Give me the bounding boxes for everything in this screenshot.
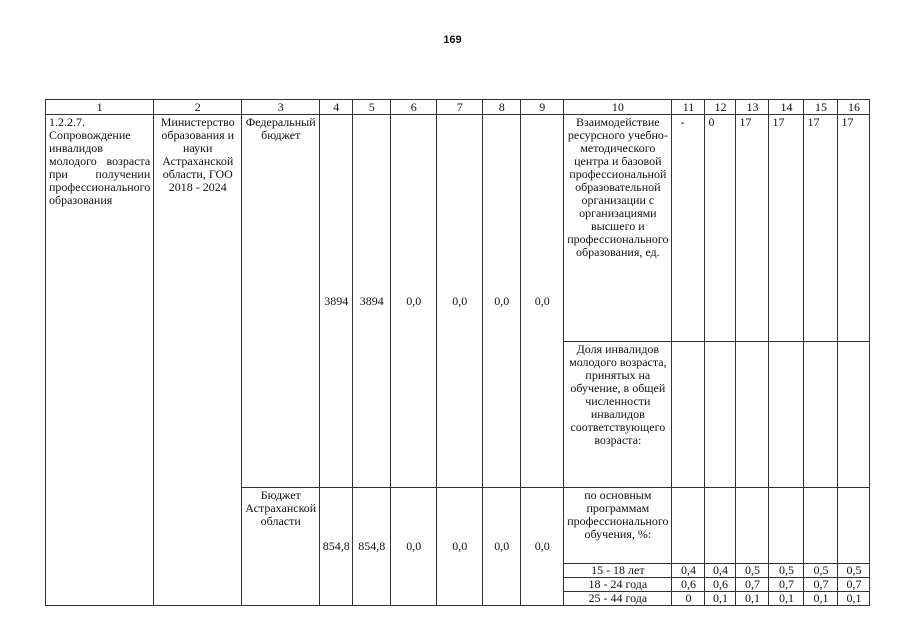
value-cell: 0,0 [483, 488, 521, 606]
header-cell: 2 [154, 100, 242, 115]
indicator-cell: Доля инвалидов молодого возраста, принятых на обучение, в общей численности инвалидов соответствующего возраста: [564, 342, 672, 488]
indicator-value: 0,7 [838, 578, 870, 592]
indicator-value: 0,1 [769, 592, 804, 606]
header-cell: 1 [46, 100, 154, 115]
indicator-value: 0,7 [736, 578, 769, 592]
indicator-value: 0,4 [672, 564, 705, 578]
program-table [45, 99, 870, 606]
value-cell: 0,0 [437, 488, 483, 606]
header-cell: 12 [705, 100, 736, 115]
indicator-value: 0,7 [769, 578, 804, 592]
indicator-value: 0,5 [838, 564, 870, 578]
indicator-value [672, 342, 705, 488]
indicator-value: 0,5 [769, 564, 804, 578]
header-cell: 4 [320, 100, 353, 115]
indicator-value [838, 488, 870, 564]
header-cell: 3 [242, 100, 320, 115]
indicator-cell: по основным программам профессионального обучения, %: [564, 488, 672, 564]
funding-source-cell: Бюджет Астраханской области [242, 488, 320, 606]
indicator-value: 0,6 [672, 578, 705, 592]
measure-cell: 1.2.2.7. Сопровождение инвалидов молодого возраста при получении профессионального образования [46, 115, 154, 606]
indicator-value: - [672, 115, 705, 342]
indicator-value [838, 342, 870, 488]
indicator-value: 0 [672, 592, 705, 606]
page-number: 169 [443, 34, 462, 46]
age-label: 25 - 44 года [564, 592, 672, 606]
age-label: 18 - 24 года [564, 578, 672, 592]
funding-source-cell: Федеральный бюджет [242, 115, 320, 488]
value-cell: 854,8 [320, 488, 353, 606]
indicator-value [804, 342, 838, 488]
table-row [46, 115, 870, 342]
indicator-value: 0,4 [705, 564, 736, 578]
indicator-value: 0,5 [804, 564, 838, 578]
value-cell: 0,0 [483, 115, 521, 488]
header-cell: 10 [564, 100, 672, 115]
value-cell: 0,0 [521, 488, 564, 606]
indicator-value: 17 [838, 115, 870, 342]
value-cell: 854,8 [353, 488, 391, 606]
indicator-value [769, 488, 804, 564]
indicator-value: 0,6 [705, 578, 736, 592]
indicator-cell: Взаимодействие ресурсного учебно-методического центра и базовой профессиональной образовательной организации с организациями высшего и профессионального образования, ед. [564, 115, 672, 342]
header-cell: 7 [437, 100, 483, 115]
indicator-value: 0,7 [804, 578, 838, 592]
indicator-value: 17 [769, 115, 804, 342]
indicator-value: 0,5 [736, 564, 769, 578]
header-row [46, 100, 870, 115]
header-cell: 9 [521, 100, 564, 115]
indicator-value [769, 342, 804, 488]
header-cell: 15 [804, 100, 838, 115]
indicator-value: 0,1 [736, 592, 769, 606]
indicator-value: 0,1 [838, 592, 870, 606]
header-cell: 5 [353, 100, 391, 115]
header-cell: 6 [391, 100, 437, 115]
executor-cell: Министерство образования и науки Астраханской области, ГОО 2018 - 2024 [154, 115, 242, 606]
age-label: 15 - 18 лет [564, 564, 672, 578]
indicator-value [705, 488, 736, 564]
value-cell: 3894 [353, 115, 391, 488]
value-cell: 0,0 [437, 115, 483, 488]
indicator-value: 17 [804, 115, 838, 342]
indicator-value [736, 342, 769, 488]
indicator-value: 0,1 [705, 592, 736, 606]
value-cell: 3894 [320, 115, 353, 488]
indicator-value [705, 342, 736, 488]
value-cell: 0,0 [391, 488, 437, 606]
indicator-value: 0,1 [804, 592, 838, 606]
header-cell: 14 [769, 100, 804, 115]
indicator-value [736, 488, 769, 564]
indicator-value [672, 488, 705, 564]
header-cell: 16 [838, 100, 870, 115]
value-cell: 0,0 [391, 115, 437, 488]
header-cell: 13 [736, 100, 769, 115]
header-cell: 11 [672, 100, 705, 115]
indicator-value: 17 [736, 115, 769, 342]
indicator-value: 0 [705, 115, 736, 342]
header-cell: 8 [483, 100, 521, 115]
value-cell: 0,0 [521, 115, 564, 488]
indicator-value [804, 488, 838, 564]
